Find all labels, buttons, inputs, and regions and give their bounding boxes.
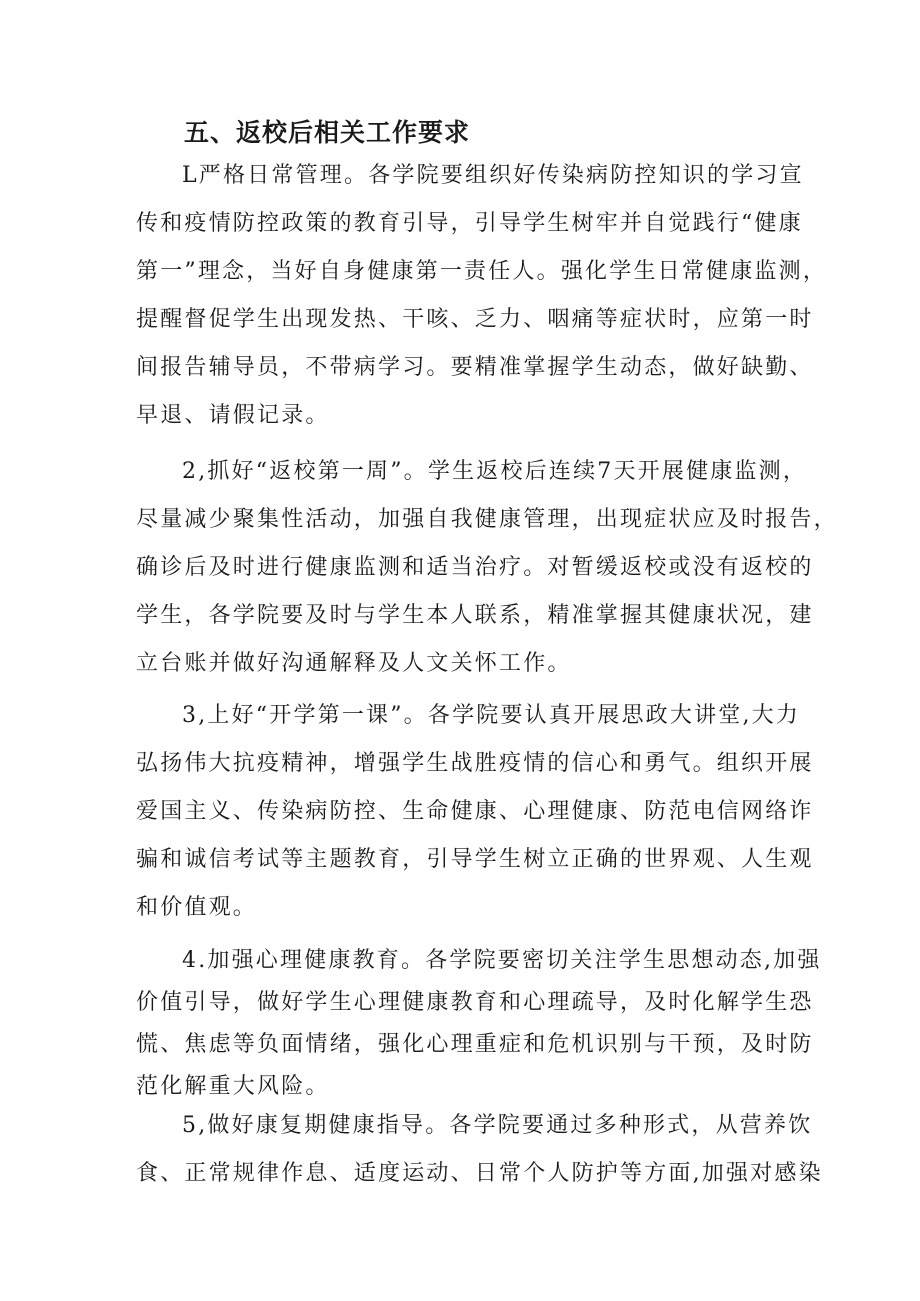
section-heading: 五、返校后相关工作要求 [184, 118, 471, 147]
paragraph-line: 骗和诚信考试等主题教育，引导学生树立正确的世界观、人生观 [136, 847, 814, 872]
paragraph-line: 范化解重大风险。 [136, 1074, 330, 1099]
paragraph-line: 学生，各学院要及时与学生本人联系，精准掌握其健康状况，建 [136, 603, 814, 628]
paragraph-5 [136, 1102, 823, 1198]
paragraph-line: 立台账并做好沟通解释及人文关怀工作。 [136, 651, 572, 676]
paragraph-line: 传和疫情防控政策的教育引导，引导学生树牢并自觉践行“健康 [136, 211, 803, 236]
paragraph-line: 尽量减少聚集性活动，加强自我健康管理，出现症状应及时报告， [136, 507, 838, 532]
paragraph-1 [136, 152, 828, 440]
paragraph-2 [136, 448, 838, 688]
paragraph-3 [136, 692, 814, 932]
paragraph-line: 第一”理念，当好自身健康第一责任人。强化学生日常健康监测， [136, 259, 828, 284]
paragraph-line: 3,上好“开学第一课”。各学院要认真开展思政大讲堂,大力 [182, 703, 801, 728]
paragraph-4 [136, 940, 822, 1108]
paragraph-line: 5,做好康复期健康指导。各学院要通过多种形式，从营养饮 [182, 1113, 813, 1138]
paragraph-line: 提醒督促学生出现发热、干咳、乏力、咽痛等症状时，应第一时 [136, 307, 814, 332]
paragraph-line: L严格日常管理。各学院要组织好传染病防控知识的学习宣 [182, 163, 804, 188]
paragraph-line: 确诊后及时进行健康监测和适当治疗。对暂缓返校或没有返校的 [136, 555, 814, 580]
paragraph-line: 2,抓好“返校第一周”。学生返校后连续7天开展健康监测， [182, 459, 808, 484]
paragraph-line: 早退、请假记录。 [136, 403, 330, 428]
paragraph-line: 4.加强心理健康教育。各学院要密切关注学生思想动态,加强 [182, 948, 822, 973]
paragraph-line: 爱国主义、传染病防控、生命健康、心理健康、防范电信网络诈 [136, 799, 814, 824]
paragraph-line: 慌、焦虑等负面情绪，强化心理重症和危机识别与干预，及时防 [136, 1032, 814, 1057]
paragraph-line: 间报告辅导员，不带病学习。要精准掌握学生动态，做好缺勤、 [136, 355, 814, 380]
paragraph-line: 和价值观。 [136, 895, 258, 920]
paragraph-line: 弘扬伟大抗疫精神，增强学生战胜疫情的信心和勇气。组织开展 [136, 751, 814, 776]
paragraph-line: 价值引导，做好学生心理健康教育和心理疏导，及时化解学生恐 [136, 990, 814, 1015]
paragraph-line: 食、正常规律作息、适度运动、日常个人防护等方面,加强对感染 [136, 1161, 823, 1186]
